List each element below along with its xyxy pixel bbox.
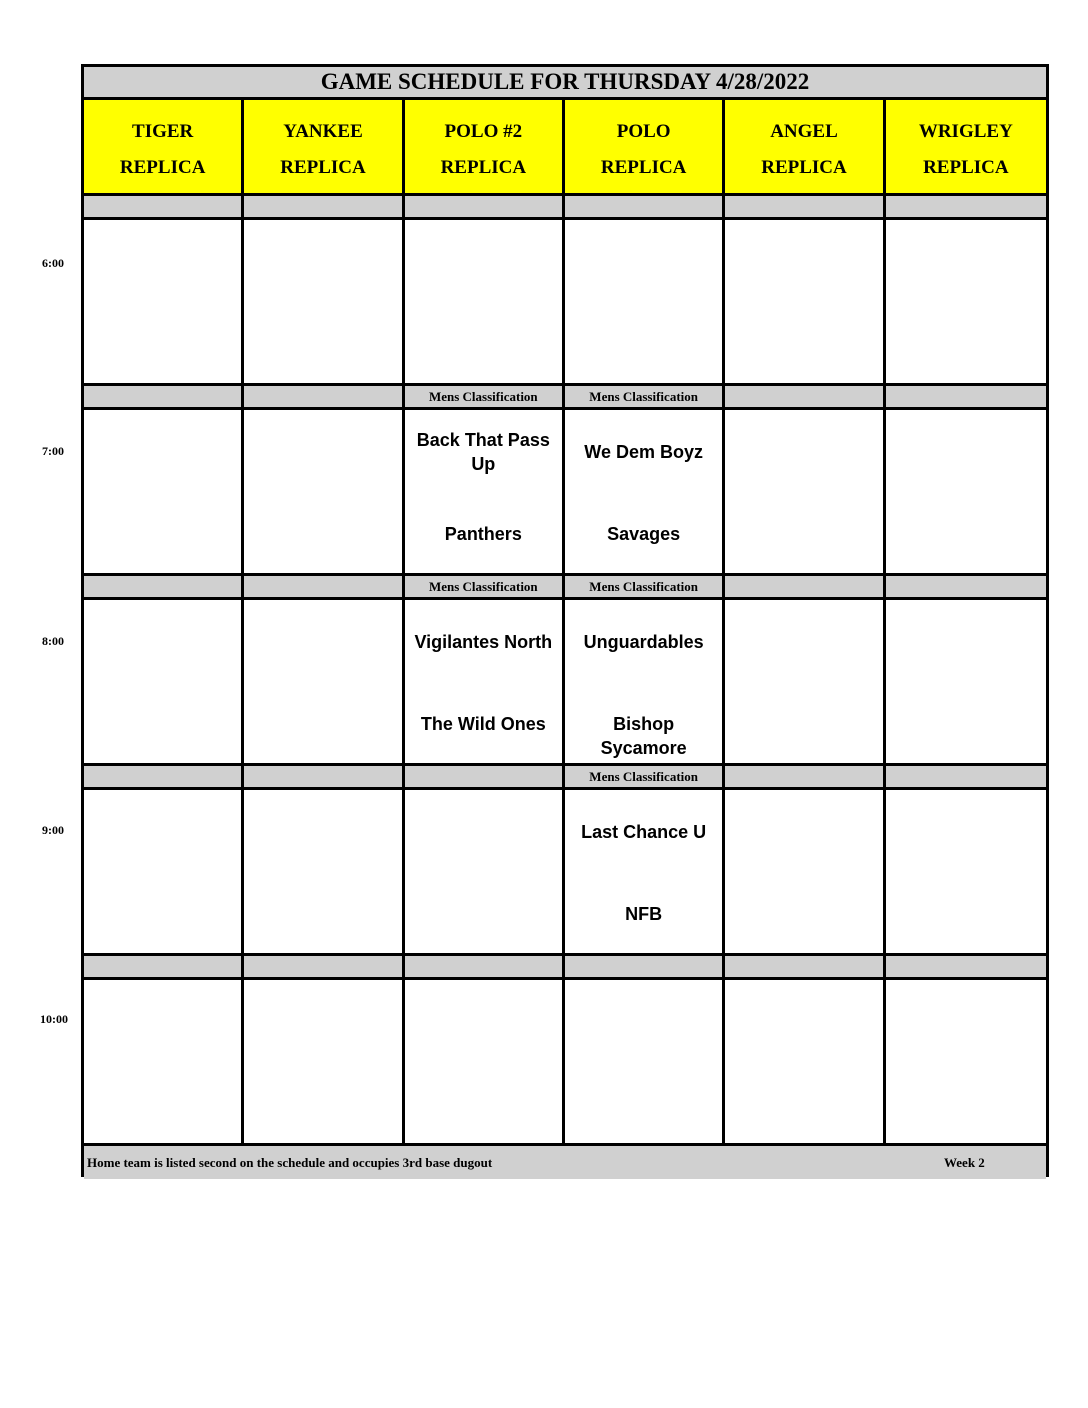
away-team: Back That Pass Up — [416, 430, 550, 474]
week-label: Week 2 — [944, 1155, 985, 1170]
division-band — [565, 196, 725, 220]
game-slot-empty — [84, 220, 244, 386]
field-header-angel — [725, 100, 885, 196]
game-slot-empty — [725, 980, 885, 1146]
division-band — [886, 766, 1046, 790]
game-slot-empty — [244, 980, 404, 1146]
game-slot-empty — [725, 410, 885, 576]
field-header-wrigley — [886, 100, 1046, 196]
game-slot-empty — [886, 410, 1046, 576]
division-label: Mens Classification — [565, 576, 725, 600]
division-band — [244, 766, 404, 790]
field-type: REPLICA — [600, 157, 687, 178]
division-band — [565, 956, 725, 980]
division-band — [84, 576, 244, 600]
game-slot-empty — [244, 790, 404, 956]
division-band — [84, 196, 244, 220]
away-team: We Dem Boyz — [584, 442, 703, 462]
division-band — [405, 766, 565, 790]
division-band — [244, 956, 404, 980]
time-label-7: 7:00 — [42, 444, 64, 458]
game-slot-empty — [886, 980, 1046, 1146]
game-slot-empty — [886, 600, 1046, 766]
division-band — [886, 196, 1046, 220]
game-slot — [405, 600, 565, 766]
home-team: Panthers — [444, 524, 522, 544]
time-label-8: 8:00 — [42, 634, 64, 648]
footer-note: Home team is listed second on the schedule and occupies 3rd base dugout — [87, 1155, 493, 1170]
time-label-10: 10:00 — [40, 1012, 68, 1026]
division-band — [244, 196, 404, 220]
time-label-9: 9:00 — [42, 823, 64, 837]
footer-bar — [84, 1146, 1046, 1179]
home-team: Savages — [607, 524, 681, 544]
game-slot-empty — [84, 410, 244, 576]
field-name: YANKEE — [283, 121, 363, 142]
game-slot-empty — [84, 790, 244, 956]
game-slot-empty — [84, 600, 244, 766]
field-type: REPLICA — [280, 157, 366, 178]
game-slot-empty — [886, 790, 1046, 956]
game-slot-empty — [244, 220, 404, 386]
field-name: TIGER — [132, 121, 194, 142]
game-slot-empty — [886, 220, 1046, 386]
division-band — [886, 386, 1046, 410]
game-slot-empty — [84, 980, 244, 1146]
field-header-polo-2 — [405, 100, 565, 196]
field-type: REPLICA — [119, 157, 206, 178]
field-name: ANGEL — [770, 121, 838, 142]
home-team: Bishop Sycamore — [600, 714, 687, 758]
division-band — [725, 956, 885, 980]
game-slot-empty — [244, 600, 404, 766]
field-header-tiger — [84, 100, 244, 196]
home-team: The Wild Ones — [420, 714, 546, 734]
game-slot-empty — [405, 220, 565, 386]
division-band — [725, 386, 885, 410]
field-header-polo — [565, 100, 725, 196]
division-band — [84, 386, 244, 410]
field-name: POLO #2 — [444, 121, 523, 142]
time-label-6: 6:00 — [42, 256, 64, 270]
field-type: REPLICA — [761, 157, 847, 178]
game-slot-empty — [725, 600, 885, 766]
game-slot-empty — [565, 980, 725, 1146]
game-slot-empty — [725, 790, 885, 956]
division-band — [886, 576, 1046, 600]
game-slot-empty — [405, 980, 565, 1146]
division-label: Mens Classification — [405, 386, 565, 410]
field-type: REPLICA — [923, 157, 1009, 178]
away-team: Unguardables — [583, 632, 704, 652]
field-name: POLO — [616, 121, 671, 142]
division-label: Mens Classification — [565, 766, 725, 790]
division-band — [725, 576, 885, 600]
game-slot-empty — [244, 410, 404, 576]
away-team: Vigilantes North — [414, 632, 553, 652]
game-slot — [405, 410, 565, 576]
division-band — [84, 766, 244, 790]
game-slot-empty — [725, 220, 885, 386]
division-band — [725, 766, 885, 790]
division-band — [244, 576, 404, 600]
division-band — [405, 956, 565, 980]
field-header-yankee — [244, 100, 404, 196]
division-band — [405, 196, 565, 220]
division-band — [886, 956, 1046, 980]
field-name: WRIGLEY — [918, 121, 1013, 142]
field-type: REPLICA — [440, 157, 527, 178]
game-slot-empty — [405, 790, 565, 956]
division-label: Mens Classification — [405, 576, 565, 600]
division-label: Mens Classification — [565, 386, 725, 410]
schedule-grid — [81, 64, 1049, 1177]
away-team: Last Chance U — [581, 822, 707, 842]
game-slot-empty — [565, 220, 725, 386]
page-title: GAME SCHEDULE FOR THURSDAY 4/28/2022 — [84, 67, 1046, 100]
game-slot — [565, 600, 725, 766]
division-band — [244, 386, 404, 410]
division-band — [84, 956, 244, 980]
game-slot — [565, 790, 725, 956]
home-team: NFB — [625, 904, 663, 924]
game-slot — [565, 410, 725, 576]
division-band — [725, 196, 885, 220]
